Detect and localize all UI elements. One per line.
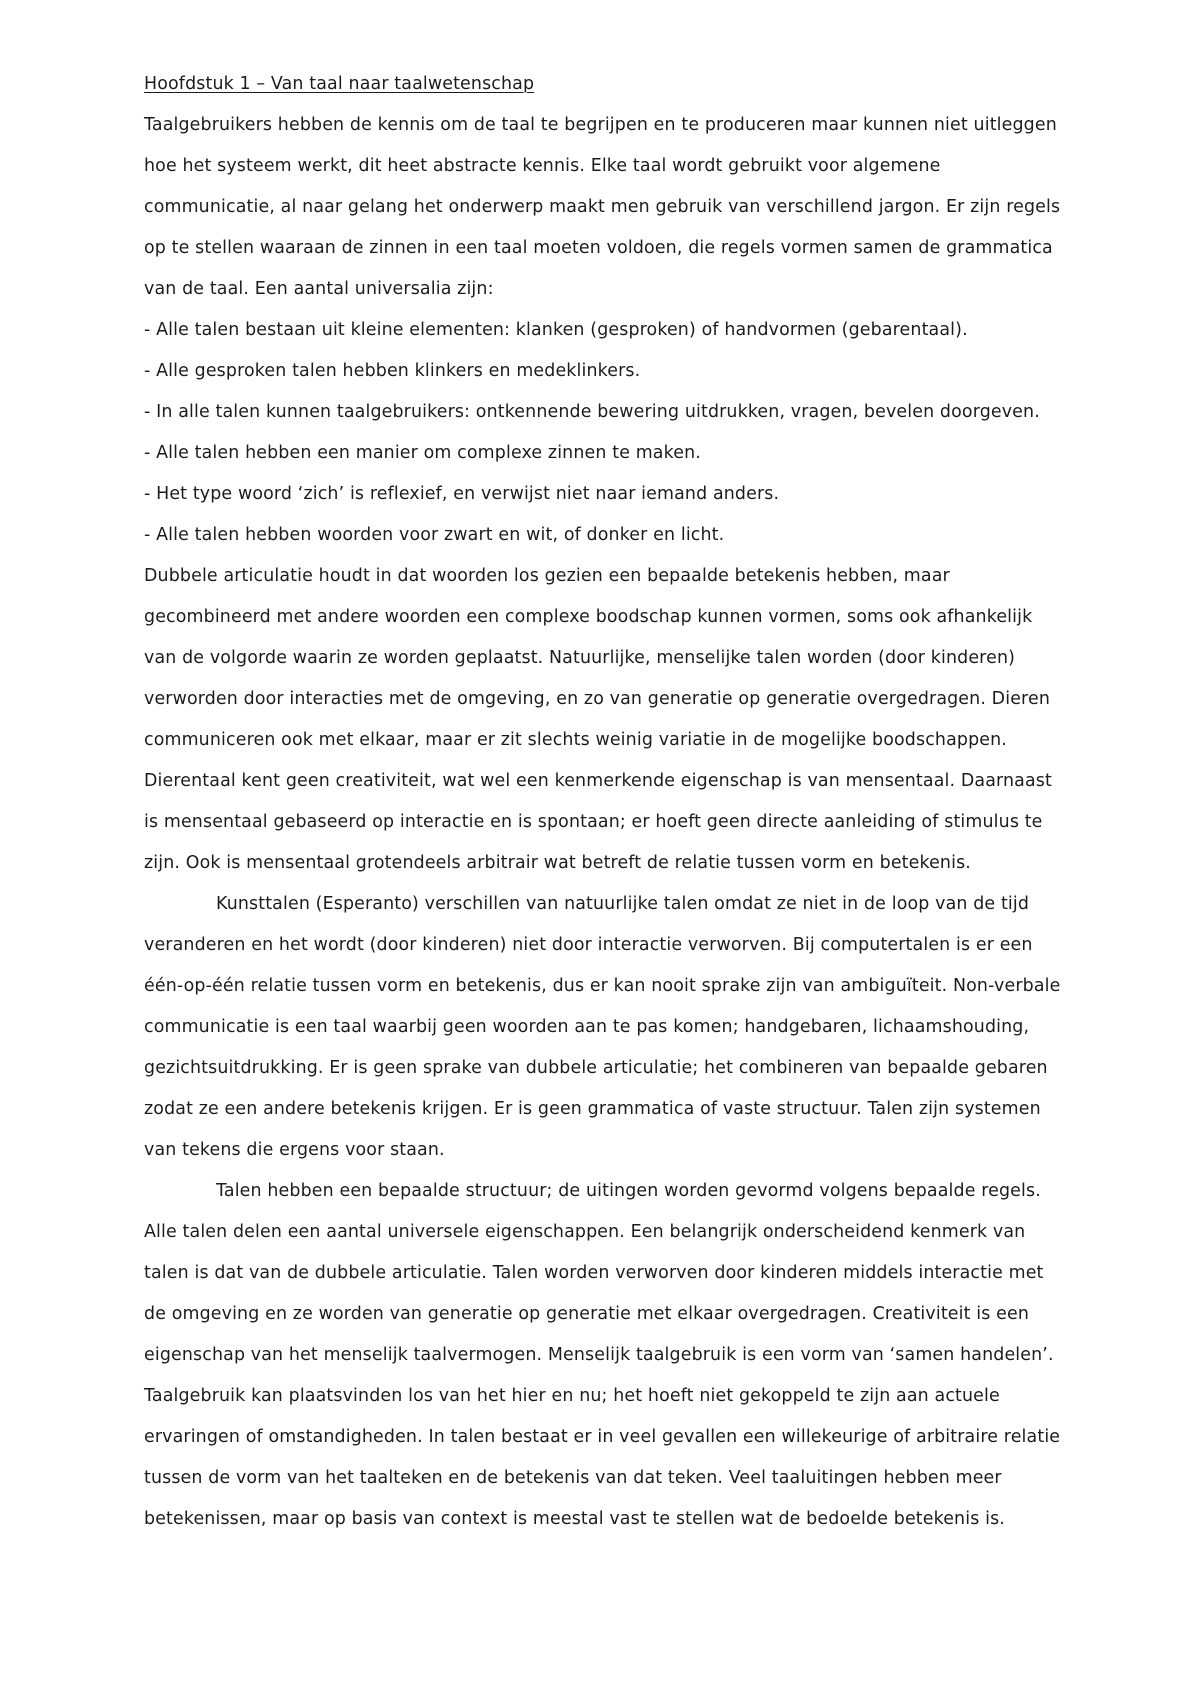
artificial-languages-paragraph: Kunsttalen (Esperanto) verschillen van natuurlijke talen omdat ze niet in de loop van de tijd veranderen en het wordt (door kinderen) niet door interactie verworven. Bij computertalen is er een één-op-één relatie tussen vorm en betekenis, dus er kan nooit sprake zijn van ambiguïteit. Non-verbale communicatie is een taal waarbij geen woorden aan te pas komen; handgebaren, lichaamshouding, gezichtsuitdrukking. Er is geen sprake van dubbele articulatie; het combineren van bepaalde gebaren zodat ze een andere betekenis krijgen. Er is geen grammatica of vaste structuur. Talen zijn systemen van tekens die ergens voor staan. bbox=[144, 894, 1061, 1160]
list-item: - Alle talen hebben een manier om complexe zinnen te maken. bbox=[144, 443, 701, 463]
list-item: - Het type woord ‘zich’ is reflexief, en verwijst niet naar iemand anders. bbox=[144, 484, 780, 504]
universals-list bbox=[144, 310, 1062, 556]
articulation-paragraph: Dubbele articulatie houdt in dat woorden los gezien een bepaalde betekenis hebben, maar gecombineerd met andere woorden een complexe boodschap kunnen vormen, soms ook afhankelijk van de volgorde waarin ze worden geplaatst. Natuurlijke, menselijke talen worden (door kinderen) verworden door interacties met de omgeving, en zo van generatie op generatie overgedragen. Dieren communiceren ook met elkaar, maar er zit slechts weinig variatie in de mogelijke boodschappen. Dierentaal kent geen creativiteit, wat wel een kenmerkende eigenschap is van mensentaal. Daarnaast is mensentaal gebaseerd op interactie en is spontaan; er hoeft geen directe aanleiding of stimulus te zijn. Ook is mensentaal grotendeels arbitrair wat betreft de relatie tussen vorm en betekenis. bbox=[144, 566, 1052, 873]
summary-paragraph: Talen hebben een bepaalde structuur; de uitingen worden gevormd volgens bepaalde regels. Alle talen delen een aantal universele eigenschappen. Een belangrijk onderscheidend kenmerk van talen is dat van de dubbele articulatie. Talen worden verworven door kinderen middels interactie met de omgeving en ze worden van generatie op generatie met elkaar overgedragen. Creativiteit is een eigenschap van het menselijk taalvermogen. Menselijk taalgebruik is een vorm van ‘samen handelen’. Taalgebruik kan plaatsvinden los van het hier en nu; het hoeft niet gekoppeld te zijn aan actuele ervaringen of omstandigheden. In talen bestaat er in veel gevallen een willekeurige of arbitraire relatie tussen de vorm van het taalteken en de betekenis van dat teken. Veel taaluitingen hebben meer betekenissen, maar op basis van context is meestal vast te stellen wat de bedoelde betekenis is. bbox=[144, 1181, 1061, 1529]
chapter-heading: Hoofdstuk 1 – Van taal naar taalwetenschap bbox=[144, 74, 535, 94]
document-body bbox=[144, 64, 1062, 1540]
list-item: - Alle gesproken talen hebben klinkers en medeklinkers. bbox=[144, 361, 641, 381]
list-item: - Alle talen hebben woorden voor zwart en wit, of donker en licht. bbox=[144, 525, 725, 545]
intro-paragraph: Taalgebruikers hebben de kennis om de taal te begrijpen en te produceren maar kunnen niet uitleggen hoe het systeem werkt, dit heet abstracte kennis. Elke taal wordt gebruikt voor algemene communicatie, al naar gelang het onderwerp maakt men gebruik van verschillend jargon. Er zijn regels op te stellen waaraan de zinnen in een taal moeten voldoen, die regels vormen samen de grammatica van de taal. Een aantal universalia zijn: bbox=[144, 115, 1061, 299]
list-item: - Alle talen bestaan uit kleine elementen: klanken (gesproken) of handvormen (gebarentaal). bbox=[144, 320, 968, 340]
list-item: - In alle talen kunnen taalgebruikers: ontkennende bewering uitdrukken, vragen, bevelen doorgeven. bbox=[144, 402, 1040, 422]
